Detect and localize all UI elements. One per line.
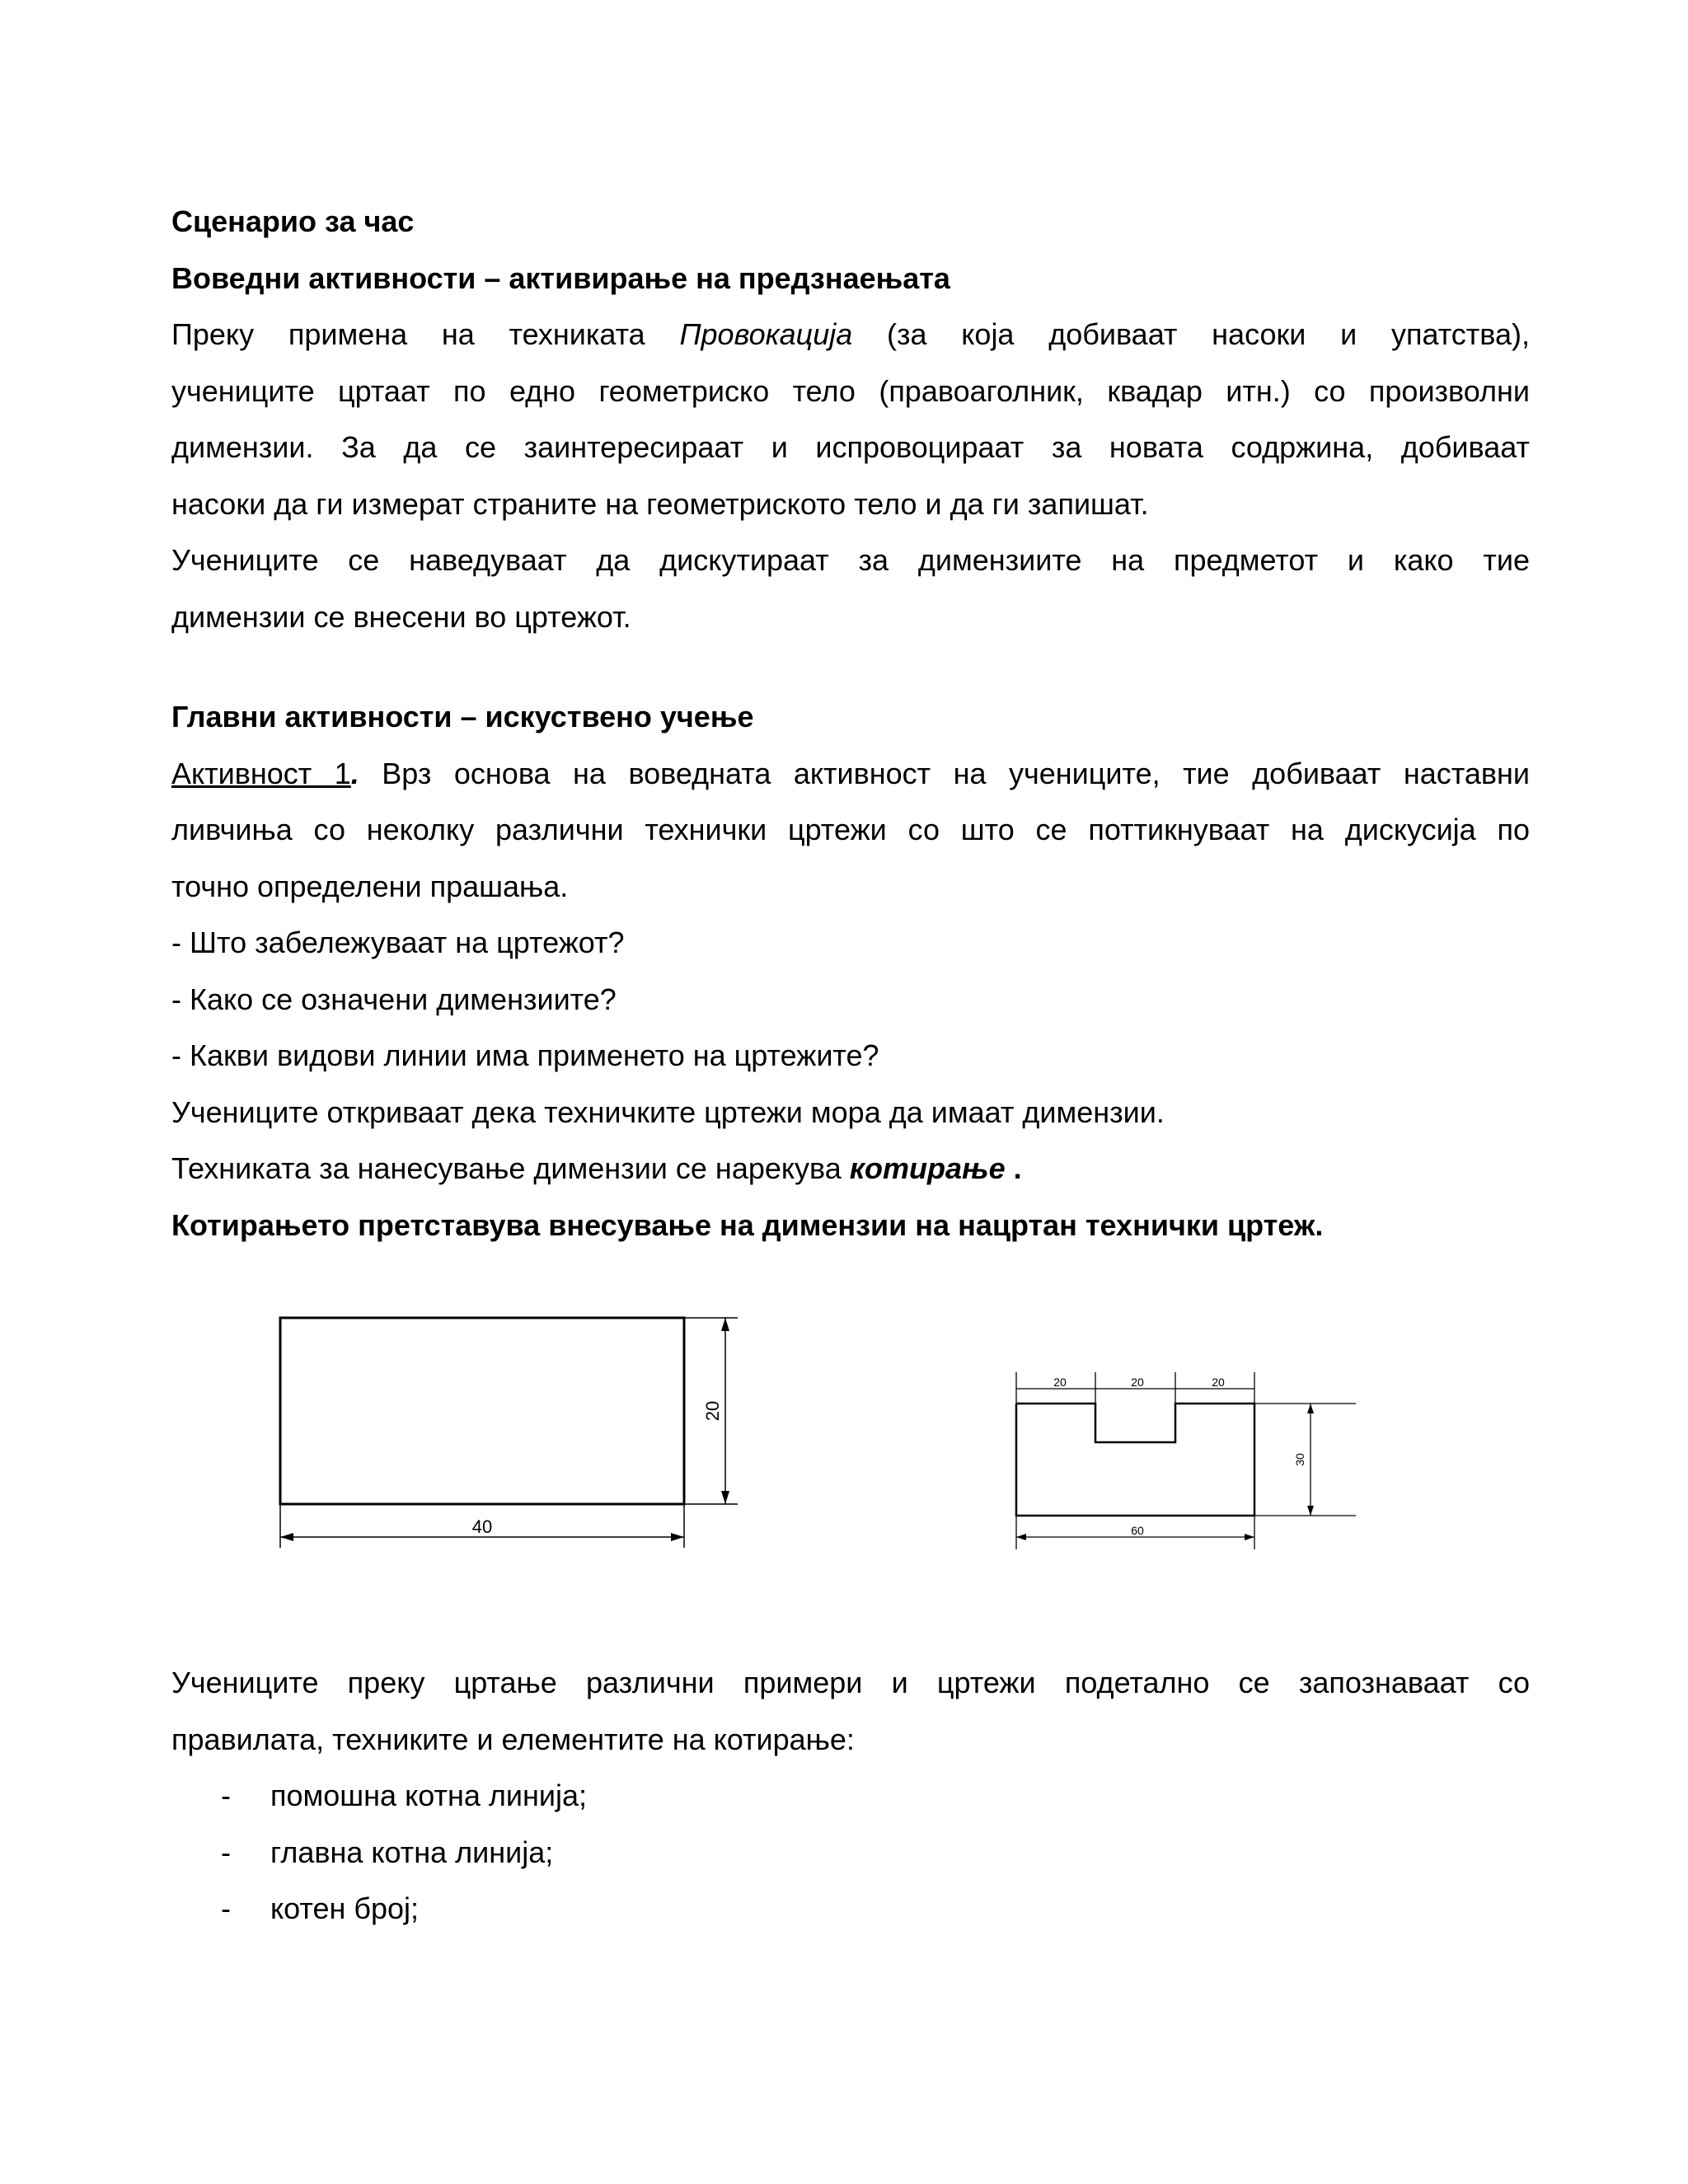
dimension-number: 40 <box>471 1516 493 1537</box>
provocation-term: Провокација <box>679 317 853 351</box>
list-item: - котен број; <box>171 1881 1530 1938</box>
dimension-number: 20 <box>1053 1376 1067 1389</box>
closing-line: правилата, техниките и елементите на котирање: <box>171 1722 855 1756</box>
question-item: - Што забележуваат на цртежот? <box>171 926 625 959</box>
arrowhead <box>1245 1534 1254 1540</box>
dimension-number: 20 <box>1212 1376 1225 1389</box>
figure-rectangle <box>280 1318 738 1548</box>
intro-paragraph-line: Учениците се наведуваат да дискутираат за димензиите на предметот и како тие <box>171 543 1530 577</box>
question-item: - Како се означени димензиите? <box>171 982 617 1016</box>
activity-line: Активност 1. Врз основа на воведната активност на учениците, тие добиваат наставни <box>171 756 1530 790</box>
closing-line: Учениците преку цртање различни примери и цртежи подетално се запознаваат со <box>171 1666 1530 1699</box>
arrowhead <box>1016 1534 1026 1540</box>
intro-paragraph-line: димензии. За да се заинтересираат и испровоцираат за новата содржина, добиваат <box>171 430 1530 464</box>
intro-paragraph-line: Преку примена на техниката Провокација (за која добиваат насоки и упатства), <box>171 317 1530 351</box>
dimension-number: 60 <box>1131 1524 1144 1537</box>
main-heading: Главни активности – искуствено учење <box>171 700 754 733</box>
intro-heading: Воведни активности – активирање на предзнаењата <box>171 260 950 295</box>
activity-line: ливчиња со неколку различни технички цртежи со што се поттикнуваат на дискусија по <box>171 813 1530 846</box>
list-marker: - <box>221 1779 231 1812</box>
activity-label: Активност 1 <box>171 756 351 790</box>
list-marker: - <box>221 1891 231 1925</box>
question-item: - Какви видови линии има применето на цртежите? <box>171 1038 879 1072</box>
document-body <box>171 194 1530 1254</box>
dimensioning-figures <box>0 1298 1688 1562</box>
arrowhead <box>1307 1404 1314 1413</box>
list-item: - главна котна линија; <box>171 1825 1530 1882</box>
technique-line: Техниката за нанесување димензии се нарекува котирање . <box>171 1151 1022 1185</box>
intro-paragraph-line: димензии се внесени во цртежот. <box>171 599 631 634</box>
closing-section <box>171 1655 1530 1938</box>
technique-term: котирање <box>849 1151 1006 1185</box>
scenario-title: Сценарио за час <box>171 204 415 238</box>
list-item: - помошна котна линија; <box>171 1768 1530 1825</box>
arrowhead <box>721 1491 729 1504</box>
discover-line: Учениците откриваат дека техничките цртежи мора да имаат димензии. <box>171 1094 1165 1129</box>
definition-line: Котирањето претставува внесување на димензии на нацртан технички цртеж. <box>171 1207 1324 1242</box>
intro-paragraph-line: насоки да ги измерат страните на геометриското тело и да ги запишат. <box>171 486 1149 521</box>
arrowhead <box>721 1318 729 1331</box>
rectangle-outline <box>280 1318 684 1504</box>
dimension-number: 30 <box>1293 1453 1306 1466</box>
dimension-number: 20 <box>702 1400 723 1422</box>
arrowhead <box>671 1533 684 1541</box>
dimension-number: 20 <box>1131 1376 1144 1389</box>
activity-line: точно определени прашања. <box>171 869 569 903</box>
intro-paragraph-line: учениците цртаат по едно геометриско тело (правоаголник, квадар итн.) со произволни <box>171 373 1530 408</box>
arrowhead <box>1307 1506 1314 1516</box>
arrowhead <box>280 1533 293 1541</box>
block-outline <box>1016 1404 1254 1516</box>
list-marker: - <box>221 1835 231 1869</box>
